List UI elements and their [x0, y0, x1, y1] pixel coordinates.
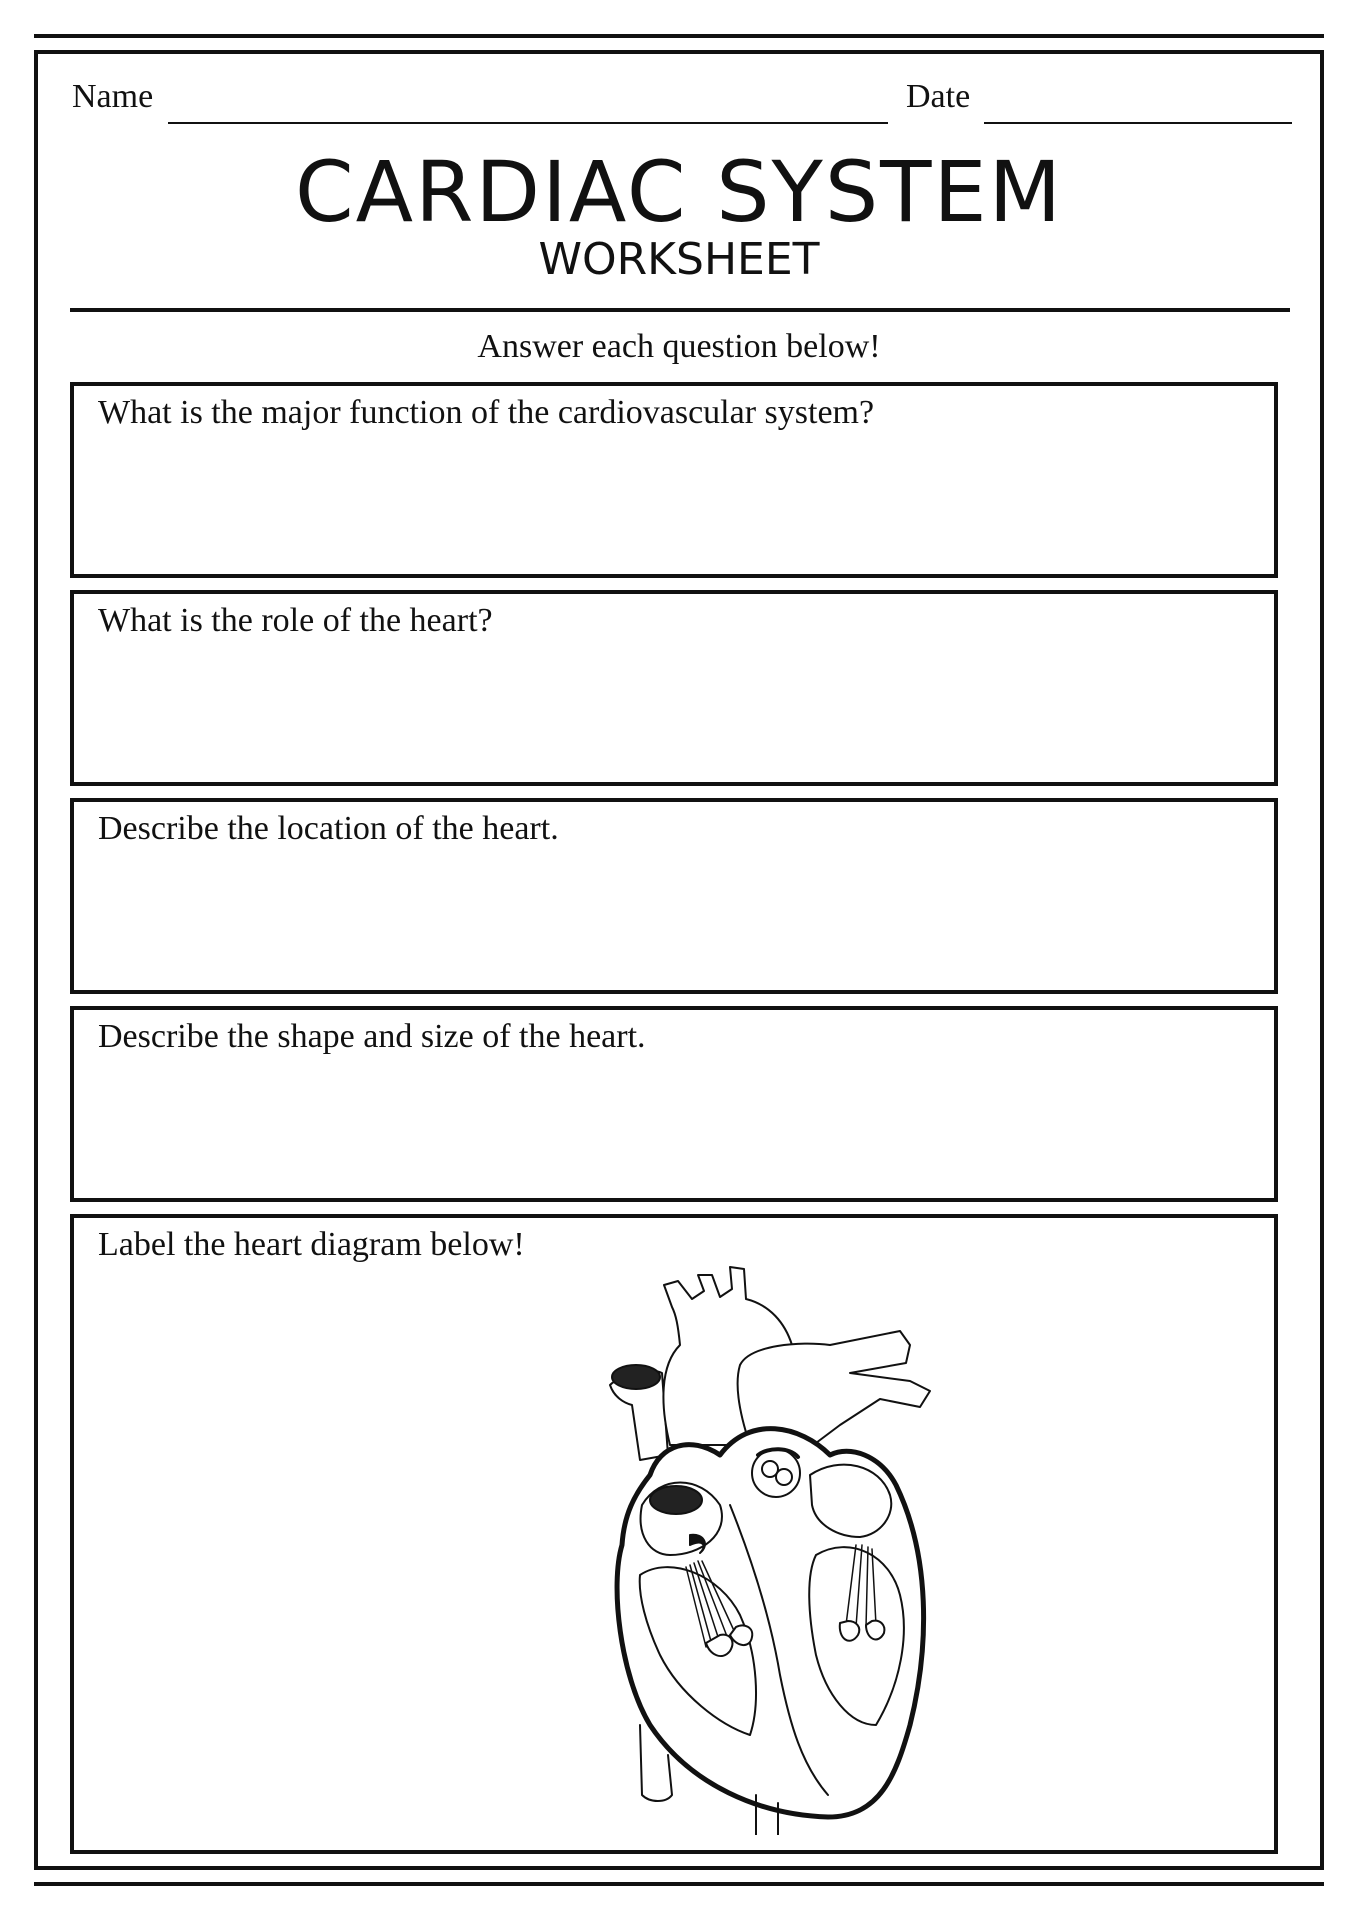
heart-diagram	[580, 1255, 1000, 1835]
question-box-4[interactable]	[70, 1006, 1278, 1202]
date-label: Date	[906, 78, 971, 115]
aortic-valve-cusp	[776, 1469, 792, 1485]
question-box-2[interactable]	[70, 590, 1278, 786]
title-divider	[70, 308, 1290, 312]
question-text: Label the heart diagram below!	[98, 1226, 525, 1263]
date-field[interactable]	[984, 122, 1292, 124]
name-field[interactable]	[168, 122, 888, 124]
question-text: Describe the location of the heart.	[98, 810, 559, 847]
question-text: What is the major function of the cardiovascular system?	[98, 394, 875, 431]
atrium-opening	[650, 1486, 702, 1514]
top-rule	[34, 34, 1324, 38]
vena-cava-opening	[612, 1365, 660, 1389]
instruction-text: Answer each question below!	[477, 328, 881, 365]
question-box-1[interactable]	[70, 382, 1278, 578]
question-text: What is the role of the heart?	[98, 602, 493, 639]
name-label: Name	[72, 78, 154, 115]
bottom-rule	[34, 1882, 1324, 1886]
page-title: CARDIAC SYSTEM	[294, 143, 1064, 241]
papillary-muscle	[840, 1621, 859, 1641]
question-box-3[interactable]	[70, 798, 1278, 994]
page-subtitle: WORKSHEET	[538, 234, 820, 285]
question-text: Describe the shape and size of the heart.	[98, 1018, 646, 1055]
name-date-row	[72, 78, 1292, 128]
papillary-muscle	[866, 1621, 884, 1640]
